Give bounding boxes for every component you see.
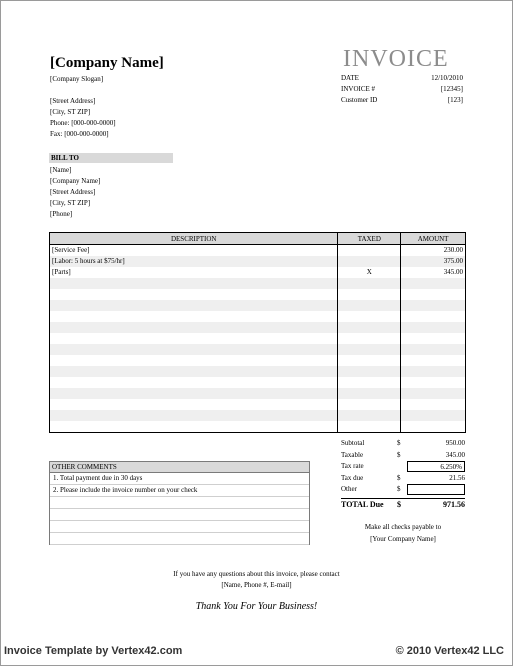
table-row bbox=[50, 322, 466, 333]
meta-value: [12345] bbox=[440, 85, 463, 93]
table-row bbox=[50, 377, 466, 388]
item-taxed: X bbox=[338, 267, 401, 278]
item-description bbox=[50, 344, 338, 355]
comments-header: OTHER COMMENTS bbox=[50, 462, 309, 473]
item-taxed bbox=[338, 399, 401, 410]
subtotal-row bbox=[341, 438, 465, 450]
bill-to-name: [Name] bbox=[50, 166, 72, 174]
company-address bbox=[50, 96, 116, 140]
item-taxed bbox=[338, 344, 401, 355]
payable-note bbox=[341, 521, 465, 545]
item-amount bbox=[401, 388, 466, 399]
item-taxed bbox=[338, 355, 401, 366]
total-due-label: TOTAL Due bbox=[341, 499, 384, 509]
table-row bbox=[50, 399, 466, 410]
item-taxed bbox=[338, 333, 401, 344]
bill-to-company: [Company Name] bbox=[50, 177, 101, 185]
item-description bbox=[50, 399, 338, 410]
invoice-meta bbox=[341, 73, 463, 106]
currency-symbol bbox=[397, 461, 407, 473]
item-amount bbox=[401, 322, 466, 333]
comment-line[interactable]: 1. Total payment due in 30 days bbox=[50, 473, 309, 485]
payable-line: Make all checks payable to bbox=[364, 523, 442, 531]
tax-due-row bbox=[341, 473, 465, 485]
table-row bbox=[50, 245, 466, 257]
item-taxed bbox=[338, 421, 401, 433]
meta-label: DATE bbox=[341, 74, 359, 82]
item-taxed bbox=[338, 377, 401, 388]
other-label: Other bbox=[341, 485, 357, 493]
tax-rate-row bbox=[341, 461, 465, 473]
table-header-row bbox=[50, 233, 466, 245]
item-amount bbox=[401, 278, 466, 289]
amount-header: AMOUNT bbox=[401, 233, 466, 245]
item-amount bbox=[401, 333, 466, 344]
taxable-row bbox=[341, 450, 465, 462]
tax-rate-field[interactable]: 6.250% bbox=[407, 461, 465, 472]
item-description bbox=[50, 278, 338, 289]
comment-line[interactable] bbox=[50, 509, 309, 521]
item-description bbox=[50, 333, 338, 344]
meta-value: [123] bbox=[447, 96, 463, 104]
meta-label: INVOICE # bbox=[341, 85, 376, 93]
comment-line[interactable]: 2. Please include the invoice number on your check bbox=[50, 485, 309, 497]
currency-symbol: $ bbox=[397, 450, 401, 459]
taxed-header: TAXED bbox=[338, 233, 401, 245]
table-row bbox=[50, 256, 466, 267]
item-taxed bbox=[338, 366, 401, 377]
item-taxed bbox=[338, 245, 401, 257]
total-due-row bbox=[341, 498, 465, 511]
comment-line[interactable] bbox=[50, 497, 309, 509]
item-amount bbox=[401, 289, 466, 300]
item-description bbox=[50, 311, 338, 322]
item-description: [Service Fee] bbox=[50, 245, 338, 257]
item-taxed bbox=[338, 289, 401, 300]
street-address: [Street Address] bbox=[50, 97, 96, 105]
currency-symbol: $ bbox=[397, 473, 401, 482]
item-taxed bbox=[338, 311, 401, 322]
totals-block bbox=[341, 438, 465, 510]
item-description bbox=[50, 421, 338, 433]
phone-line: Phone: [000-000-0000] bbox=[50, 119, 116, 127]
currency-symbol: $ bbox=[397, 439, 401, 447]
currency-symbol: $ bbox=[397, 499, 401, 509]
bill-to-lines bbox=[50, 165, 100, 220]
taxable-value: 345.00 bbox=[445, 450, 465, 459]
thank-you-message: Thank You For Your Business! bbox=[195, 601, 318, 612]
item-description bbox=[50, 377, 338, 388]
item-amount bbox=[401, 311, 466, 322]
meta-label: Customer ID bbox=[341, 96, 378, 104]
item-amount bbox=[401, 421, 466, 433]
item-amount bbox=[401, 366, 466, 377]
contact-details: [Name, Phone #, E-mail] bbox=[221, 581, 292, 589]
item-taxed bbox=[338, 300, 401, 311]
other-comments-box bbox=[49, 461, 310, 545]
payable-company: [Your Company Name] bbox=[370, 535, 436, 543]
table-row bbox=[50, 421, 466, 433]
table-row bbox=[50, 289, 466, 300]
item-amount: 345.00 bbox=[401, 267, 466, 278]
table-row bbox=[50, 267, 466, 278]
item-taxed bbox=[338, 410, 401, 421]
table-row bbox=[50, 388, 466, 399]
item-amount: 230.00 bbox=[401, 245, 466, 257]
company-name: [Company Name] bbox=[50, 55, 164, 71]
table-row bbox=[50, 355, 466, 366]
tax-rate-label: Tax rate bbox=[341, 462, 364, 470]
meta-row-customer-id bbox=[341, 95, 463, 106]
currency-symbol: $ bbox=[397, 485, 401, 493]
table-row bbox=[50, 333, 466, 344]
item-taxed bbox=[338, 388, 401, 399]
item-description bbox=[50, 300, 338, 311]
line-items-table bbox=[49, 232, 466, 433]
subtotal-value: 950.00 bbox=[445, 439, 465, 447]
item-description bbox=[50, 410, 338, 421]
other-row bbox=[341, 484, 465, 496]
item-amount bbox=[401, 344, 466, 355]
taxable-label: Taxable bbox=[341, 450, 364, 459]
meta-value: 12/10/2010 bbox=[431, 74, 463, 82]
table-row bbox=[50, 311, 466, 322]
item-description bbox=[50, 322, 338, 333]
footer-template-credit[interactable]: Invoice Template by Vertex42.com bbox=[4, 645, 183, 657]
total-due-value: 971.56 bbox=[443, 499, 465, 509]
comment-line[interactable] bbox=[50, 533, 309, 545]
other-field[interactable] bbox=[407, 484, 465, 495]
table-row bbox=[50, 278, 466, 289]
item-description bbox=[50, 355, 338, 366]
item-description: [Parts] bbox=[50, 267, 338, 278]
bill-to-header: BILL TO bbox=[49, 153, 173, 163]
description-header: DESCRIPTION bbox=[50, 233, 338, 245]
item-description bbox=[50, 289, 338, 300]
item-taxed bbox=[338, 322, 401, 333]
contact-note bbox=[101, 569, 412, 591]
footer-copyright: © 2010 Vertex42 LLC bbox=[395, 645, 504, 657]
fax-line: Fax: [000-000-0000] bbox=[50, 130, 109, 138]
item-amount bbox=[401, 410, 466, 421]
item-taxed bbox=[338, 256, 401, 267]
subtotal-label: Subtotal bbox=[341, 439, 365, 447]
invoice-title: INVOICE bbox=[343, 46, 449, 72]
table-row bbox=[50, 344, 466, 355]
company-slogan: [Company Slogan] bbox=[50, 75, 104, 83]
comment-line[interactable] bbox=[50, 521, 309, 533]
meta-row-invoice-number bbox=[341, 84, 463, 95]
bill-to-street: [Street Address] bbox=[50, 188, 96, 196]
item-amount bbox=[401, 377, 466, 388]
meta-row-date bbox=[341, 73, 463, 84]
item-amount bbox=[401, 355, 466, 366]
item-amount bbox=[401, 399, 466, 410]
item-taxed bbox=[338, 278, 401, 289]
tax-due-value: 21.56 bbox=[449, 473, 465, 482]
item-amount: 375.00 bbox=[401, 256, 466, 267]
item-description bbox=[50, 388, 338, 399]
item-amount bbox=[401, 300, 466, 311]
bill-to-city: [City, ST ZIP] bbox=[50, 199, 91, 207]
bill-to-phone: [Phone] bbox=[50, 210, 73, 218]
contact-line: If you have any questions about this invoice, please contact bbox=[173, 570, 340, 578]
table-row bbox=[50, 366, 466, 377]
city-state-zip: [City, ST ZIP] bbox=[50, 108, 91, 116]
item-description: [Labor: 5 hours at $75/hr] bbox=[50, 256, 338, 267]
table-row bbox=[50, 300, 466, 311]
tax-due-label: Tax due bbox=[341, 473, 364, 482]
table-row bbox=[50, 410, 466, 421]
item-description bbox=[50, 366, 338, 377]
